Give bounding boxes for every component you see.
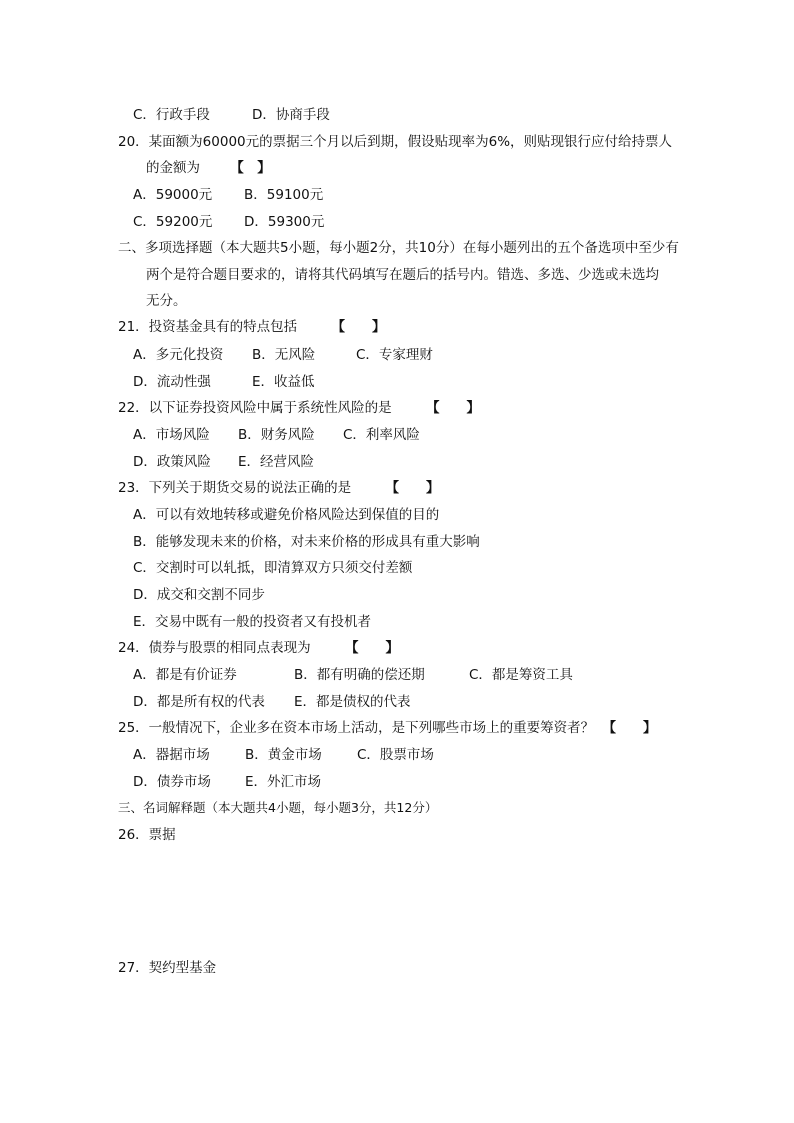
q25-answer-bracket: 【 】 xyxy=(602,720,657,736)
q23-option-b: B．能够发现未来的价格，对未来价格的形成具有重大影响 xyxy=(133,534,480,550)
section2-heading-line2: 两个是符合题目要求的，请将其代码填写在题后的括号内。错选、多选、少选或未选均 xyxy=(146,267,659,283)
q22-answer-bracket: 【 】 xyxy=(425,400,480,416)
q22-option-a: A．市场风险 xyxy=(133,427,210,443)
section2-heading-line3: 无分。 xyxy=(146,293,187,309)
q21-stem xyxy=(118,318,385,336)
q21-option-c: C．专家理财 xyxy=(356,347,433,363)
q21-option-a: A．多元化投资 xyxy=(133,347,224,363)
q24-option-d: D．都是所有权的代表 xyxy=(133,694,265,710)
q25-option-e: E．外汇市场 xyxy=(245,774,322,790)
q20-stem-text: 的金额为 xyxy=(146,160,200,176)
q20-option-d: D．59300元 xyxy=(244,214,325,230)
q24-answer-bracket: 【 】 xyxy=(344,640,399,656)
q24-stem-text: 24．债券与股票的相同点表现为 xyxy=(118,640,311,656)
q24-option-a: A．都是有价证券 xyxy=(133,667,237,683)
q23-option-d: D．成交和交割不同步 xyxy=(133,587,265,603)
q22-stem-text: 22．以下证券投资风险中属于系统性风险的是 xyxy=(118,400,392,416)
q23-option-c: C．交割时可以轧抵，即清算双方只须交付差额 xyxy=(133,560,413,576)
q22-option-d: D．政策风险 xyxy=(133,454,211,470)
section2-heading-line1: 二、多项选择题（本大题共5小题，每小题2分，共10分）在每小题列出的五个备选项中至少有 xyxy=(118,240,679,256)
q25-option-c: C．股票市场 xyxy=(357,747,434,763)
q22-option-c: C．利率风险 xyxy=(343,427,420,443)
q20-option-b: B．59100元 xyxy=(244,187,324,203)
q20-answer-bracket: 【 】 xyxy=(230,160,271,176)
q23-stem-text: 23．下列关于期货交易的说法正确的是 xyxy=(118,480,352,496)
q19-option-d: D．协商手段 xyxy=(252,107,330,123)
q23-answer-bracket: 【 】 xyxy=(385,480,440,496)
q20-option-c: C．59200元 xyxy=(133,214,213,230)
q25-option-d: D．债券市场 xyxy=(133,774,211,790)
q24-option-b: B．都有明确的偿还期 xyxy=(294,667,425,683)
q24-option-e: E．都是债权的代表 xyxy=(294,694,411,710)
q24-stem xyxy=(118,639,399,657)
q21-option-d: D．流动性强 xyxy=(133,374,211,390)
q21-option-e: E．收益低 xyxy=(252,374,315,390)
q23-option-e: E．交易中既有一般的投资者又有投机者 xyxy=(133,614,372,630)
q26-stem: 26．票据 xyxy=(118,827,176,843)
q24-option-c: C．都是筹资工具 xyxy=(469,667,573,683)
q25-stem-text: 25．一般情况下，企业多在资本市场上活动，是下列哪些市场上的重要筹资者？ xyxy=(118,720,595,736)
q22-stem xyxy=(118,399,480,417)
q22-option-b: B．财务风险 xyxy=(238,427,315,443)
q21-option-b: B．无风险 xyxy=(252,347,316,363)
q25-option-a: A．器据市场 xyxy=(133,747,210,763)
q20-option-a: A．59000元 xyxy=(133,187,213,203)
q21-answer-bracket: 【 】 xyxy=(331,319,386,335)
q23-stem xyxy=(118,479,439,497)
section3-heading: 三、名词解释题（本大题共4小题，每小题3分，共12分） xyxy=(118,800,438,815)
q20-stem-line2 xyxy=(146,159,271,177)
q19-option-c: C．行政手段 xyxy=(133,107,210,123)
q25-option-b: B．黄金市场 xyxy=(245,747,322,763)
q25-stem xyxy=(118,719,656,737)
q23-option-a: A．可以有效地转移或避免价格风险达到保值的目的 xyxy=(133,507,440,523)
q21-stem-text: 21．投资基金具有的特点包括 xyxy=(118,319,298,335)
q27-stem: 27．契约型基金 xyxy=(118,960,217,976)
q20-stem-line1: 20．某面额为60000元的票据三个月以后到期，假设贴现率为6%，则贴现银行应付给持票人 xyxy=(118,134,673,150)
q22-option-e: E．经营风险 xyxy=(238,454,315,470)
